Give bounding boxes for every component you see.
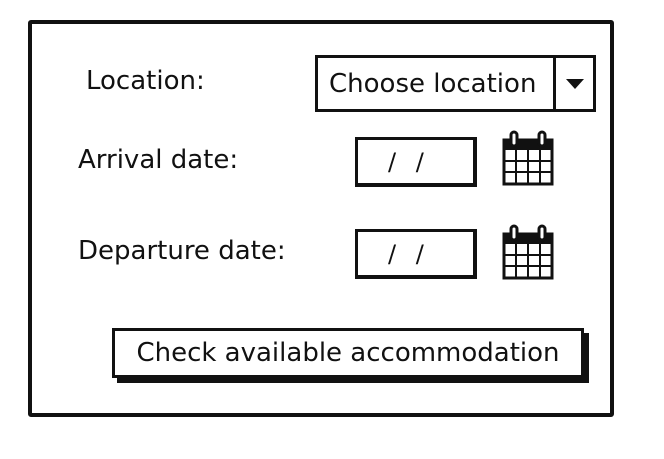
check-availability-button[interactable]: Check available accommodation xyxy=(112,328,584,378)
calendar-icon[interactable] xyxy=(501,130,557,188)
chevron-down-icon[interactable] xyxy=(553,58,593,109)
location-select[interactable] xyxy=(315,55,596,112)
location-select-value: Choose location xyxy=(329,68,537,99)
departure-date-label: Departure date: xyxy=(78,236,286,266)
location-label: Location: xyxy=(86,66,205,96)
arrival-date-input[interactable]: / / xyxy=(355,137,477,187)
calendar-icon[interactable] xyxy=(501,224,557,282)
arrival-date-label: Arrival date: xyxy=(78,145,239,175)
departure-date-input[interactable]: / / xyxy=(355,229,477,279)
